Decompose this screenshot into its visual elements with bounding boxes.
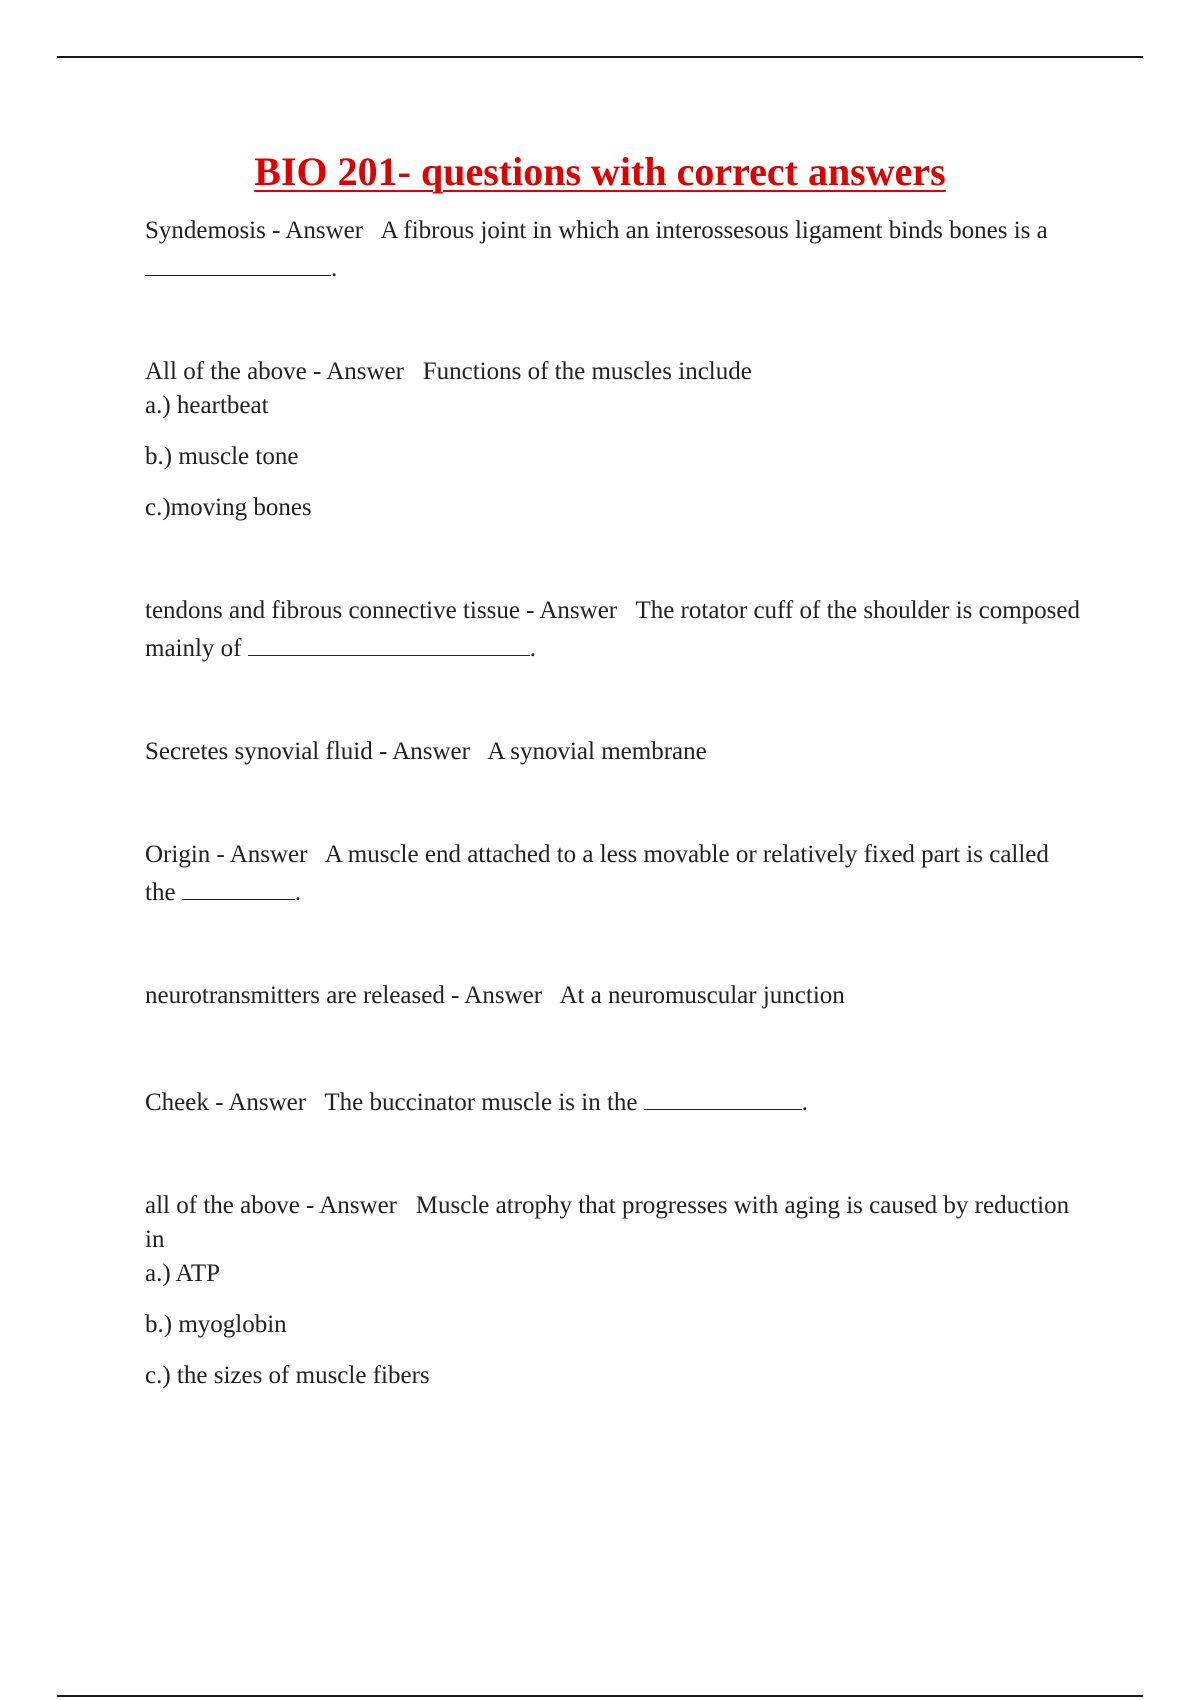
qa-item [145,594,1085,666]
qa-text [145,979,1085,1013]
qa-text [145,735,1085,769]
answer-text: Syndemosis - Answer [145,217,364,244]
answer-text: tendons and fibrous connective tissue - Answer [145,597,618,624]
question-end: . [294,879,302,906]
option-item: c.) the sizes of muscle fibers [145,1362,430,1389]
answer-text: All of the above - Answer [145,358,404,385]
qa-item [145,979,1085,1013]
option-list [145,1257,1085,1393]
qa-item [145,1189,1085,1393]
answer-blank [145,248,331,276]
question-text: A muscle end attached to a less movable or relatively fixed part is called the [145,841,1049,906]
qa-item [145,838,1085,910]
question-end: . [529,635,537,662]
top-rule [57,56,1143,58]
answer-text: Secretes synovial fluid - Answer [145,738,470,765]
qa-item [145,735,1085,769]
option-item: b.) muscle tone [145,443,299,470]
answer-text: Origin - Answer [145,841,308,868]
bottom-rule [57,1695,1143,1697]
answer-blank [182,872,295,900]
option-item: b.) myoglobin [145,1311,287,1338]
qa-text [145,838,1085,910]
option-list [145,389,1085,525]
qa-item [145,214,1085,286]
qa-text [145,1082,1085,1120]
question-text: The buccinator muscle is in the [324,1089,638,1116]
qa-item [145,1082,1085,1120]
qa-list [145,214,1085,1462]
option-item: a.) ATP [145,1260,220,1287]
page-title: BIO 201- questions with correct answers [254,149,946,194]
question-text: At a neuromuscular junction [559,982,845,1009]
answer-text: Cheek - Answer [145,1089,307,1116]
answer-text: neurotransmitters are released - Answer [145,982,543,1009]
question-end: . [801,1089,808,1116]
qa-item [145,355,1085,525]
question-text: Muscle atrophy that progresses with aging is caused by reduction in [145,1192,1070,1253]
answer-blank [248,628,530,656]
answer-blank [644,1082,802,1110]
question-end: . [331,255,338,282]
qa-text [145,355,1085,389]
option-item: a.) heartbeat [145,392,269,419]
qa-text [145,1189,1085,1257]
question-text: The rotator cuff of the shoulder is composed mainly of [145,597,1080,662]
qa-text [145,214,1085,286]
option-item: c.)moving bones [145,494,312,521]
question-text: Functions of the muscles include [422,358,752,385]
question-text: A fibrous joint in which an interossesous ligament binds bones is a [380,217,1048,244]
qa-text [145,594,1085,666]
answer-text: all of the above - Answer [145,1192,398,1219]
question-text: A synovial membrane [487,738,707,765]
